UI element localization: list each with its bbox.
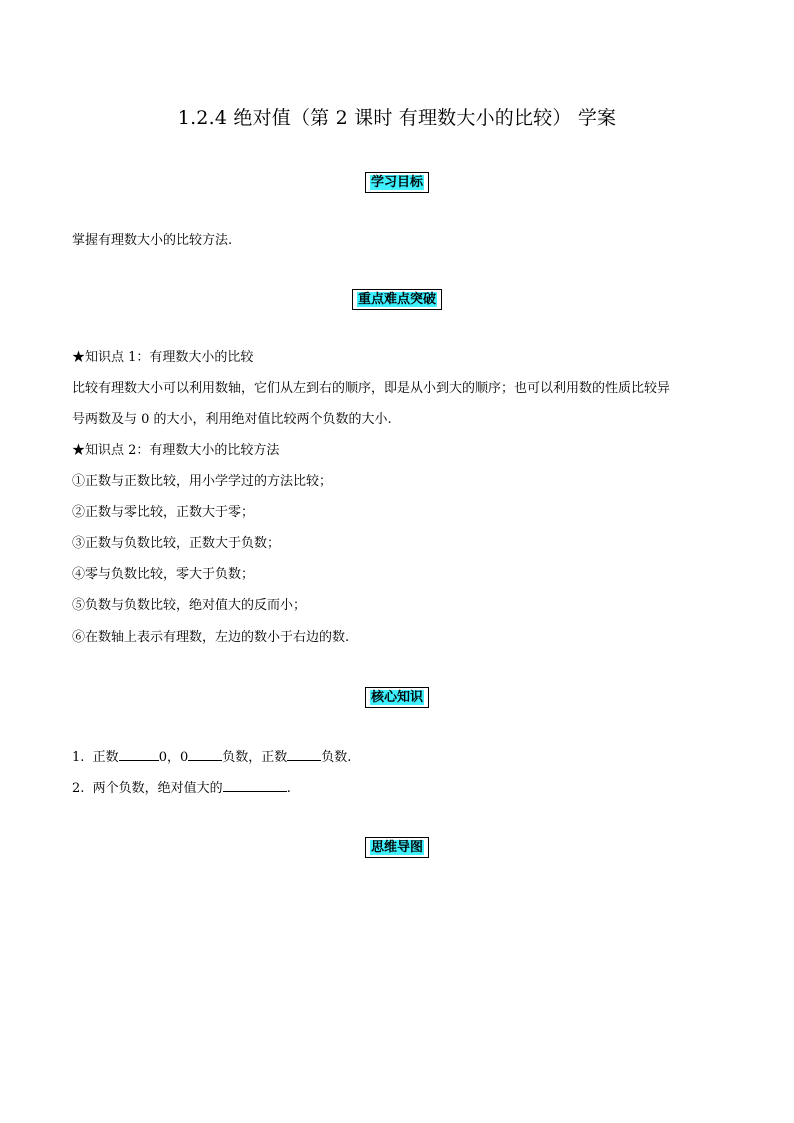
answer-blank[interactable]: [119, 748, 159, 761]
core-question-2: 2. 两个负数，绝对值大的 .: [72, 781, 291, 796]
method-item: ③正数与负数比较，正数大于负数；: [72, 536, 281, 551]
question-number: 2.: [72, 781, 85, 796]
section-label-goals: 学习目标: [370, 175, 423, 190]
section-heading-goals: [0, 171, 794, 193]
method-item: ②正数与零比较，正数大于零；: [72, 505, 255, 520]
section-label-core: 核心知识: [370, 690, 423, 705]
goals-text: 掌握有理数大小的比较方法.: [72, 233, 233, 248]
section-label-mind-map: 思维导图: [370, 840, 423, 855]
knowledge-point-1-line-2: 号两数及与 0 的大小，利用绝对值比较两个负数的大小.: [72, 412, 392, 427]
knowledge-point-2-heading: ★知识点 2：有理数大小的比较方法: [72, 443, 280, 458]
method-item: ④零与负数比较，零大于负数；: [72, 567, 255, 582]
method-item: ⑤负数与负数比较，绝对值大的反而小；: [72, 598, 307, 613]
section-heading-key-points: [0, 288, 794, 310]
section-label-key-points: 重点难点突破: [357, 292, 436, 307]
section-heading-mind-map: [0, 836, 794, 858]
section-heading-core: [0, 686, 794, 708]
answer-blank[interactable]: [223, 779, 287, 792]
answer-blank[interactable]: [287, 748, 321, 761]
question-number: 1.: [72, 750, 85, 765]
knowledge-point-1-heading: ★知识点 1：有理数大小的比较: [72, 350, 254, 365]
knowledge-point-1-line-1: 比较有理数大小可以利用数轴，它们从左到右的顺序，即是从小到大的顺序；也可以利用数的性质比较异: [72, 381, 671, 396]
answer-blank[interactable]: [188, 748, 222, 761]
method-item: ⑥在数轴上表示有理数，左边的数小于右边的数.: [72, 630, 350, 645]
core-question-1: 1. 正数 0，0 负数，正数 负数.: [72, 750, 352, 765]
method-item: ①正数与正数比较，用小学学过的方法比较；: [72, 474, 333, 489]
document-title: 1.2.4 绝对值（第 2 课时 有理数大小的比较） 学案: [177, 107, 617, 129]
